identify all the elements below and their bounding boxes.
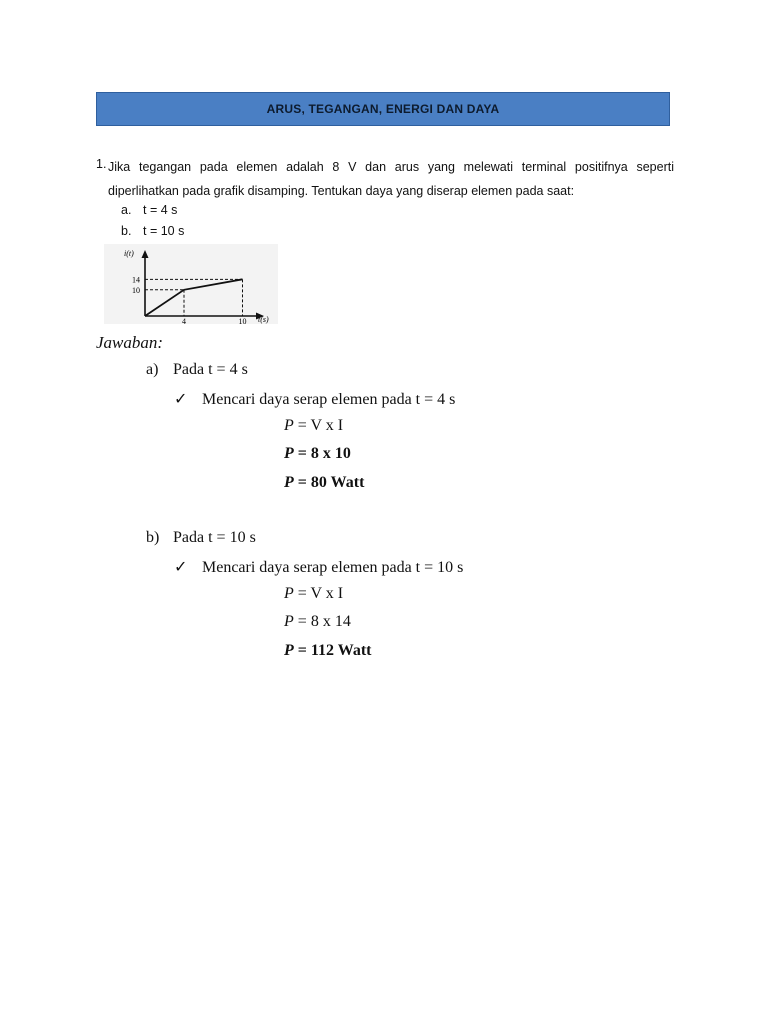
option-letter: b.	[121, 224, 132, 238]
part-b-title	[146, 529, 256, 547]
eq-op: =	[297, 642, 307, 659]
section-title-bar	[96, 92, 670, 126]
y-axis-label: i(t)	[124, 249, 134, 258]
eq-rhs: 8 x 14	[310, 613, 351, 630]
eq-lhs: P	[284, 445, 294, 462]
y-tick-label: 14	[132, 275, 140, 285]
part-label: b)	[146, 529, 160, 546]
part-a-equation-1	[284, 417, 343, 435]
checkmark-icon: ✓	[174, 391, 188, 408]
part-a-title	[146, 361, 248, 379]
eq-rhs: 112 Watt	[310, 642, 372, 659]
step-text: Mencari daya serap elemen pada t = 10 s	[202, 559, 464, 576]
option-letter: a.	[121, 203, 132, 217]
question-option-a	[121, 203, 177, 217]
step-text: Mencari daya serap elemen pada t = 4 s	[202, 391, 456, 408]
eq-lhs: P	[284, 642, 294, 659]
eq-lhs: P	[284, 474, 294, 491]
part-a-step	[174, 389, 455, 409]
part-a-equation-2	[284, 445, 351, 463]
eq-op: =	[297, 474, 307, 491]
eq-op: =	[297, 445, 307, 462]
x-tick-label: 4	[182, 317, 186, 324]
x-tick-label: 10	[238, 317, 247, 324]
option-text: t = 4 s	[143, 203, 178, 217]
question-option-b	[121, 224, 184, 238]
current-graph-panel	[104, 244, 278, 324]
current-graph	[104, 244, 278, 324]
eq-rhs: 80 Watt	[310, 474, 365, 491]
part-a-equation-3	[284, 474, 364, 492]
eq-lhs: P	[284, 585, 294, 602]
option-text: t = 10 s	[143, 224, 185, 238]
part-b-equation-1	[284, 585, 343, 603]
part-b-equation-2	[284, 613, 351, 631]
answer-heading: Jawaban:	[96, 333, 164, 352]
question-text: Jika tegangan pada elemen adalah 8 V dan arus yang melewati terminal positifnya seperti diperlihatkan pada grafik disamping. Tentukan daya yang diserap elemen pada saat:	[108, 160, 674, 198]
eq-rhs: V x I	[310, 417, 344, 434]
eq-rhs: 8 x 10	[310, 445, 351, 462]
section-title: ARUS, TEGANGAN, ENERGI DAN DAYA	[266, 102, 500, 116]
eq-rhs: V x I	[310, 585, 344, 602]
y-tick-label: 10	[132, 285, 140, 295]
part-title: Pada t = 4 s	[173, 361, 248, 378]
eq-lhs: P	[284, 613, 294, 630]
y-axis-arrow-icon	[142, 250, 149, 258]
x-axis-label: t(s)	[258, 315, 269, 324]
eq-op: =	[297, 613, 307, 630]
eq-op: =	[297, 585, 307, 602]
part-b-equation-3	[284, 642, 372, 660]
question-number: 1.	[96, 157, 107, 171]
eq-op: =	[297, 417, 307, 434]
current-series-line	[145, 279, 243, 316]
part-label: a)	[146, 361, 159, 378]
part-b-step	[174, 557, 463, 577]
eq-lhs: P	[284, 417, 294, 434]
checkmark-icon: ✓	[174, 559, 188, 576]
part-title: Pada t = 10 s	[173, 529, 256, 546]
